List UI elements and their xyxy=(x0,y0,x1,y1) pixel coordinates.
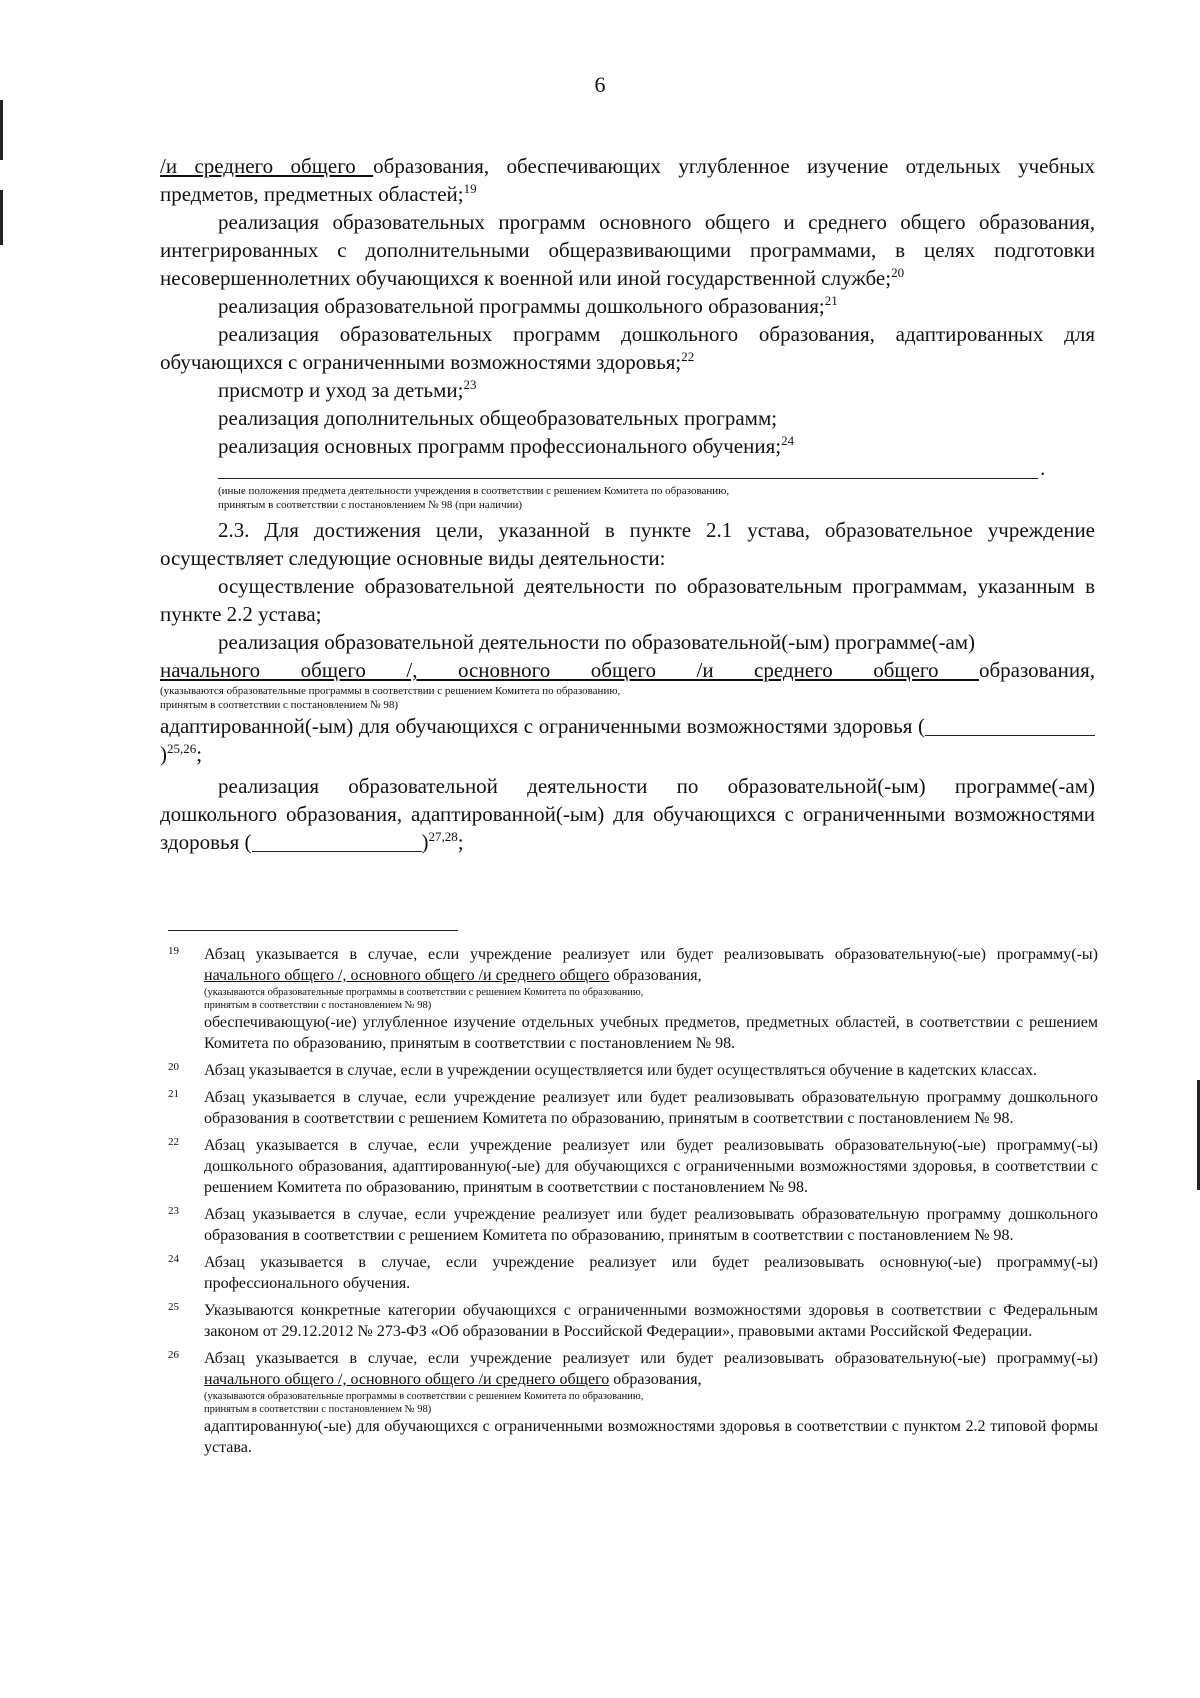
caption-line: (указываются образовательные программы в соответствии с решением Комитета по образованию, xyxy=(204,1391,644,1402)
caption-line: (иные положения предмета деятельности учреждения в соответствии с решением Комитета по образованию, xyxy=(218,485,730,497)
paragraph: реализация образовательных программ основного общего и среднего общего образования, интегрированных с дополнительными общеразвивающими программами, в целях подготовки несовершеннолетних обучающихся к военной или иной государственной службе;$^{20}$ xyxy=(160,210,1095,290)
footnote-number: 22 xyxy=(168,1136,179,1148)
scan-edge-mark xyxy=(0,100,3,160)
footnote-24: 24 Абзац указывается в случае, если учреждение реализует или будет реализовывать основную(-ые) программу(-ы) профессионального обучения. xyxy=(168,1252,1098,1294)
footnote-ref: 20 xyxy=(891,265,905,280)
footnote-number: 19 xyxy=(168,945,179,957)
footnote-ref: 27,28 xyxy=(428,829,458,844)
footnote-number: 20 xyxy=(168,1061,179,1073)
footnote-separator xyxy=(168,930,458,931)
caption-line: (указываются образовательные программы в соответствии с решением Комитета по образованию, xyxy=(204,987,644,998)
blank-line-row xyxy=(160,456,1095,482)
paragraph: осуществление образовательной деятельности по образовательным программам, указанным в пункте 2.2 устава; xyxy=(160,574,1095,626)
footnote-ref: 24 xyxy=(781,433,795,448)
paragraph: реализация образовательной деятельности по образовательной(-ым) программе(-ам) xyxy=(218,630,976,654)
paragraph: 2.3. Для достижения цели, указанной в пункте 2.1 устава, образовательное учреждение осуществляет следующие основные виды деятельности: xyxy=(160,518,1095,570)
footnote-number: 26 xyxy=(168,1349,179,1361)
paragraph: присмотр и уход за детьми;$^{23}$ xyxy=(218,377,477,402)
fill-in-blank xyxy=(252,833,422,852)
caption-line: принятым в соответствии с постановлением № 98 (при наличии) xyxy=(218,499,523,511)
footnote-ref: 23 xyxy=(463,377,477,392)
paragraph: реализация образовательной программы дошкольного образования;$^{21}$ xyxy=(218,293,838,318)
footnote-ref: 22 xyxy=(681,349,695,364)
footnote-ref: 25,26 xyxy=(167,741,197,756)
footnote-25: 25 Указываются конкретные категории обучающихся с ограниченными возможностями здоровья в соответствии с Федеральным законом от 29.12.2012 № 273-ФЗ «Об образовании в Российской Федерации», правовыми актами Российской Федерации. xyxy=(168,1300,1098,1342)
footnote-number: 21 xyxy=(168,1088,179,1100)
caption-line: принятым в соответствии с постановлением № 98) xyxy=(160,699,399,711)
footnote-21: 21 Абзац указывается в случае, если учреждение реализует или будет реализовывать образовательную программу дошкольного образования в соответствии с решением Комитета по образованию, принятым в соответствии с постановлением № 98. xyxy=(168,1087,1098,1129)
paragraph: адаптированной(-ым) для обучающихся с ограниченными возможностями здоровья ()$^{25,26}$; xyxy=(160,712,1095,768)
footnote-22: 22 Абзац указывается в случае, если учреждение реализует или будет реализовывать образовательную(-ые) программу(-ы) дошкольного образования, адаптированную(-ые) для обучающихся с ограниченными возможностями здоровья, в соответствии с решением Комитета по образованию, принятым в соответствии с постановлением № 98. xyxy=(168,1135,1098,1198)
caption-block xyxy=(218,484,1095,512)
footnote-26: 26 Абзац указывается в случае, если учреждение реализует или будет реализовывать образовательную(-ые) программу(-ы) начального общего /, основного общего /и среднего общего образования, (указываются образовательные программы в соответствии с решением Комитета по образованию, принятым в соответствии с постановлением № 98) адаптированную(-ые) для обучающихся с ограниченными возможностями здоровья в соответствии с пунктом 2.2 типовой формы устава. xyxy=(168,1348,1098,1458)
line-end-period: . xyxy=(1040,456,1046,480)
footnote-ref: 21 xyxy=(824,293,838,308)
page-number: 6 xyxy=(594,72,606,97)
footnote-23: 23 Абзац указывается в случае, если учреждение реализует или будет реализовывать образовательную программу дошкольного образования в соответствии с решением Комитета по образованию, принятым в соответствии с постановлением № 98. xyxy=(168,1204,1098,1246)
caption-block xyxy=(160,684,800,712)
footnote-number: 23 xyxy=(168,1205,179,1217)
footnotes xyxy=(168,944,1098,1464)
caption-line: (указываются образовательные программы в соответствии с решением Комитета по образованию, xyxy=(160,685,621,697)
footnote-19: 19 Абзац указывается в случае, если учреждение реализует или будет реализовывать образовательную(-ые) программу(-ы) начального общего /, основного общего /и среднего общего образования, (указываются образовательные программы в соответствии с решением Комитета по образованию, принятым в соответствии с постановлением № 98) обеспечивающую(-ие) углубленное изучение отдельных учебных предметов, предметных областей, в соответствии с решением Комитета по образованию, принятым в соответствии с постановлением № 98. xyxy=(168,944,1098,1054)
paragraph: /и среднего общего образования, обеспечивающих углубленное изучение отдельных учебных предметов, предметных областей;$^{19}$ xyxy=(160,154,1095,206)
caption-line: принятым в соответствии с постановлением № 98) xyxy=(204,1000,432,1011)
footnote-number: 25 xyxy=(168,1301,179,1313)
paragraph: реализация основных программ профессионального обучения;$^{24}$ xyxy=(218,433,795,458)
footnote-ref: 19 xyxy=(463,181,477,196)
paragraph: реализация образовательных программ дошкольного образования, адаптированных для обучающихся с ограниченными возможностями здоровья;$^{22}$ xyxy=(160,322,1095,374)
scan-edge-mark xyxy=(0,190,3,245)
caption-line: принятым в соответствии с постановлением № 98) xyxy=(204,1404,432,1415)
footnote-20: 20 Абзац указывается в случае, если в учреждении осуществляется или будет осуществляться обучение в кадетских классах. xyxy=(168,1060,1098,1081)
paragraph: реализация дополнительных общеобразовательных программ; xyxy=(218,406,778,430)
paragraph: начального общего /, основного общего /и среднего общего образования, xyxy=(160,658,1095,682)
footnote-number: 24 xyxy=(168,1253,179,1265)
main-text xyxy=(160,152,1095,856)
fill-in-line xyxy=(218,460,1038,479)
paragraph: реализация образовательной деятельности по образовательной(-ым) программе(-ам) дошкольного образования, адаптированной(-ым) для обучающихся с ограниченными возможностями здоровья ( )$^{27,28}$; xyxy=(160,774,1095,854)
fill-in-blank xyxy=(925,717,1095,736)
